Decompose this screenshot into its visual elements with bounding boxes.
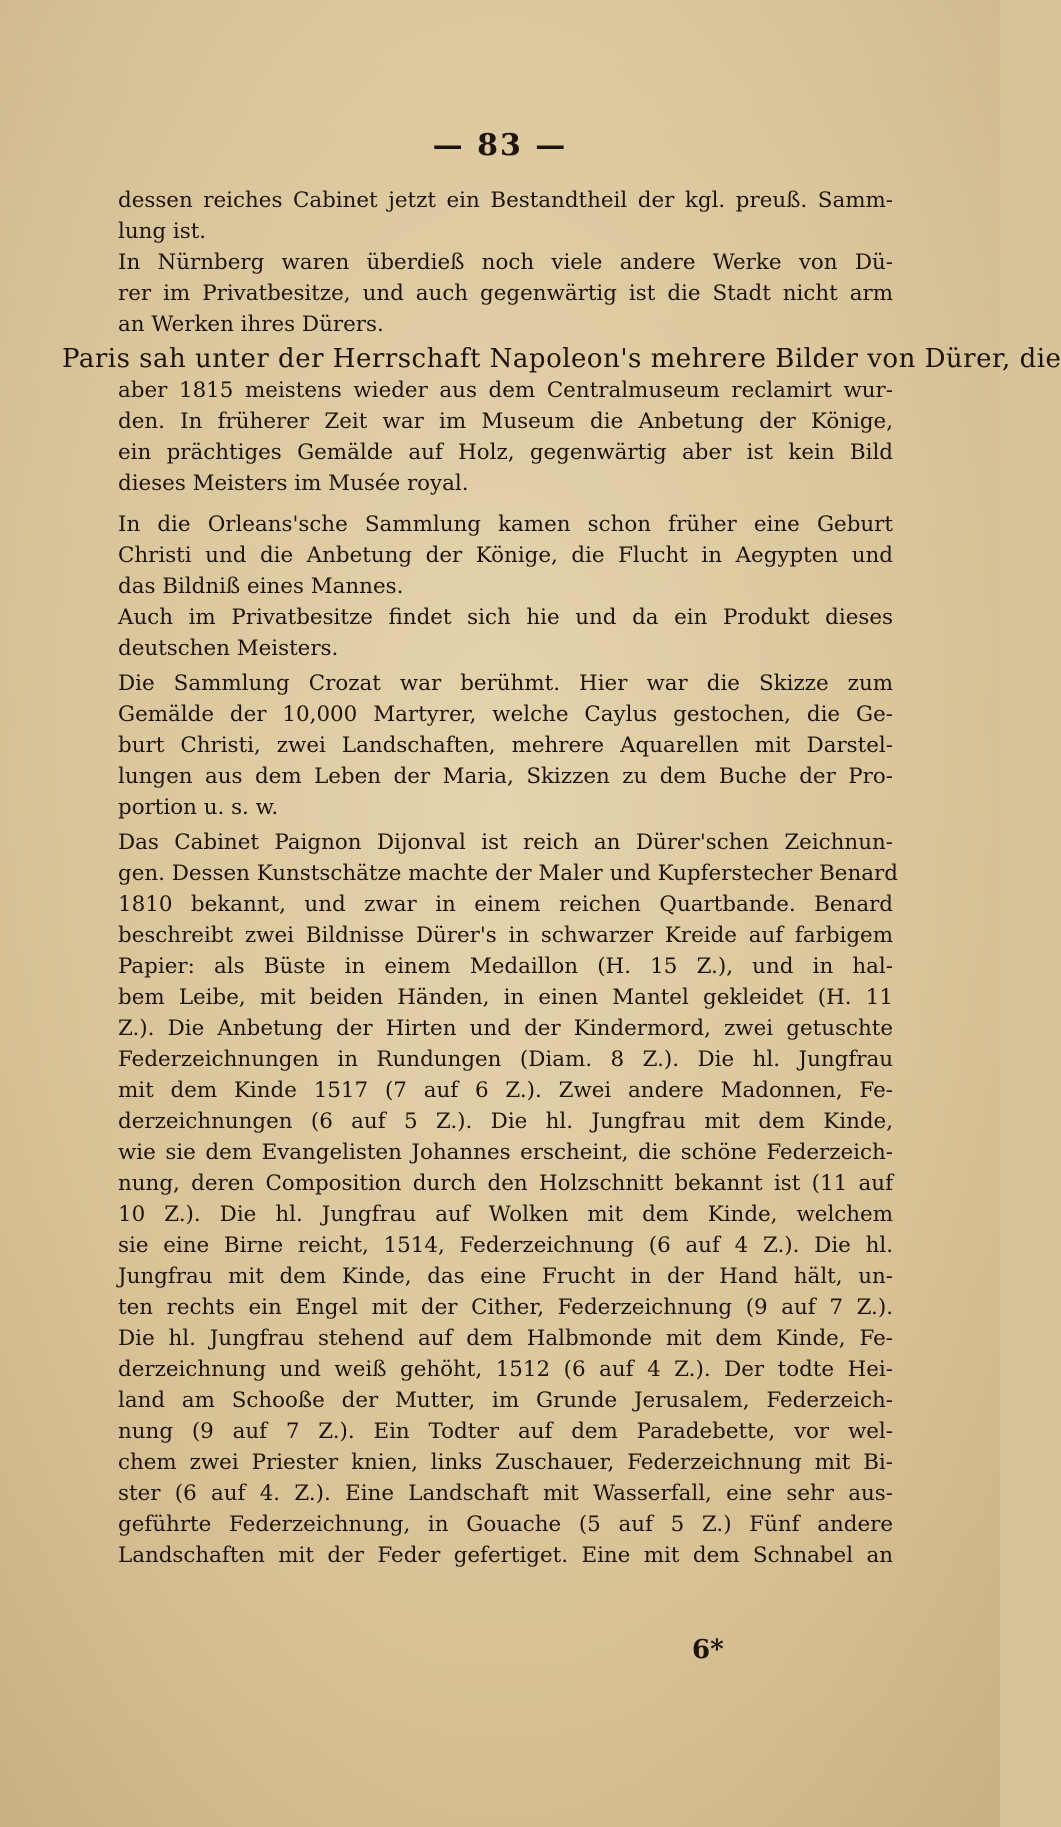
text-line: lung ist.	[118, 219, 207, 244]
text-line: land am Schooße der Mutter, im Grunde Jerusalem, Federzeich-	[118, 1388, 893, 1413]
sheet-signature: 6*	[692, 1635, 724, 1665]
text-line: Z.). Die Anbetung der Hirten und der Kindermord, zwei getuschte	[118, 1016, 893, 1041]
text-line: dessen reiches Cabinet jetzt ein Bestandtheil der kgl. preuß. Samm-	[118, 188, 893, 213]
paragraph-start-nuernberg: In Nürnberg waren überdieß noch viele andere Werke von Dü-	[118, 250, 893, 275]
text-line: lungen aus dem Leben der Maria, Skizzen zu dem Buche der Pro-	[118, 764, 893, 789]
page-number: — 83 —	[432, 128, 568, 163]
text-line: wie sie dem Evangelisten Johannes erscheint, die schöne Federzeich-	[118, 1140, 893, 1165]
paragraph-start-crozat: Die Sammlung Crozat war berühmt. Hier war die Skizze zum	[118, 671, 893, 696]
text-line: Die hl. Jungfrau stehend auf dem Halbmonde mit dem Kinde, Fe-	[118, 1326, 893, 1351]
paragraph-start-orleans: In die Orleans'sche Sammlung kamen schon früher eine Geburt	[118, 512, 893, 537]
text-line: ster (6 auf 4. Z.). Eine Landschaft mit Wasserfall, eine sehr aus-	[118, 1481, 893, 1506]
text-line: portion u. s. w.	[118, 795, 279, 820]
text-line: dieses Meisters im Musée royal.	[118, 471, 469, 496]
body-text	[62, 185, 1061, 1571]
text-line: mit dem Kinde 1517 (7 auf 6 Z.). Zwei andere Madonnen, Fe-	[118, 1078, 893, 1103]
text-line: burt Christi, zwei Landschaften, mehrere Aquarellen mit Darstel-	[118, 733, 893, 758]
text-line: Papier: als Büste in einem Medaillon (H. 15 Z.), und in hal-	[118, 954, 893, 979]
text-line: Gemälde der 10,000 Martyrer, welche Caylus gestochen, die Ge-	[118, 702, 893, 727]
text-line: an Werken ihres Dürers.	[118, 312, 384, 337]
paragraph-start-paris: Paris sah unter der Herrschaft Napoleon's mehrere Bilder von Dürer, die	[62, 344, 1061, 374]
text-line: beschreibt zwei Bildnisse Dürer's in schwarzer Kreide auf farbigem	[118, 923, 893, 948]
text-line: nung (9 auf 7 Z.). Ein Todter auf dem Paradebette, vor wel-	[118, 1419, 893, 1444]
text-line: ten rechts ein Engel mit der Cither, Federzeichnung (9 auf 7 Z.).	[118, 1295, 893, 1320]
text-line: deutschen Meisters.	[118, 636, 339, 661]
text-line: derzeichnung und weiß gehöht, 1512 (6 auf 4 Z.). Der todte Hei-	[118, 1357, 893, 1382]
text-line: gen. Dessen Kunstschätze machte der Maler und Kupferstecher Benard	[118, 861, 898, 886]
text-line: Jungfrau mit dem Kinde, das eine Frucht in der Hand hält, un-	[118, 1264, 893, 1289]
text-line: 1810 bekannt, und zwar in einem reichen Quartbande. Benard	[118, 892, 893, 917]
text-line: derzeichnungen (6 auf 5 Z.). Die hl. Jungfrau mit dem Kinde,	[118, 1109, 893, 1134]
text-line: 10 Z.). Die hl. Jungfrau auf Wolken mit dem Kinde, welchem	[118, 1202, 893, 1227]
text-line: Christi und die Anbetung der Könige, die Flucht in Aegypten und	[118, 543, 893, 568]
text-line: aber 1815 meistens wieder aus dem Centralmuseum reclamirt wur-	[118, 378, 893, 403]
text-line: chem zwei Priester knien, links Zuschauer, Federzeichnung mit Bi-	[118, 1450, 893, 1475]
text-line: den. In früherer Zeit war im Museum die Anbetung der Könige,	[118, 409, 893, 434]
text-line: geführte Federzeichnung, in Gouache (5 auf 5 Z.) Fünf andere	[118, 1512, 893, 1537]
text-line: ein prächtiges Gemälde auf Holz, gegenwärtig aber ist kein Bild	[118, 440, 893, 465]
paragraph-start-paignon-dijonval: Das Cabinet Paignon Dijonval ist reich an Dürer'schen Zeichnun-	[118, 830, 893, 855]
text-line: Federzeichnungen in Rundungen (Diam. 8 Z.). Die hl. Jungfrau	[118, 1047, 893, 1072]
text-line: nung, deren Composition durch den Holzschnitt bekannt ist (11 auf	[118, 1171, 893, 1196]
text-line: Landschaften mit der Feder gefertiget. Eine mit dem Schnabel an	[118, 1543, 893, 1568]
text-line: das Bildniß eines Mannes.	[118, 574, 404, 599]
text-line: sie eine Birne reicht, 1514, Federzeichnung (6 auf 4 Z.). Die hl.	[118, 1233, 893, 1258]
paragraph-start-privatbesitz: Auch im Privatbesitze findet sich hie und da ein Produkt dieses	[118, 605, 893, 630]
text-line: bem Leibe, mit beiden Händen, in einen Mantel gekleidet (H. 11	[118, 985, 893, 1010]
text-line: rer im Privatbesitze, und auch gegenwärtig ist die Stadt nicht arm	[118, 281, 893, 306]
